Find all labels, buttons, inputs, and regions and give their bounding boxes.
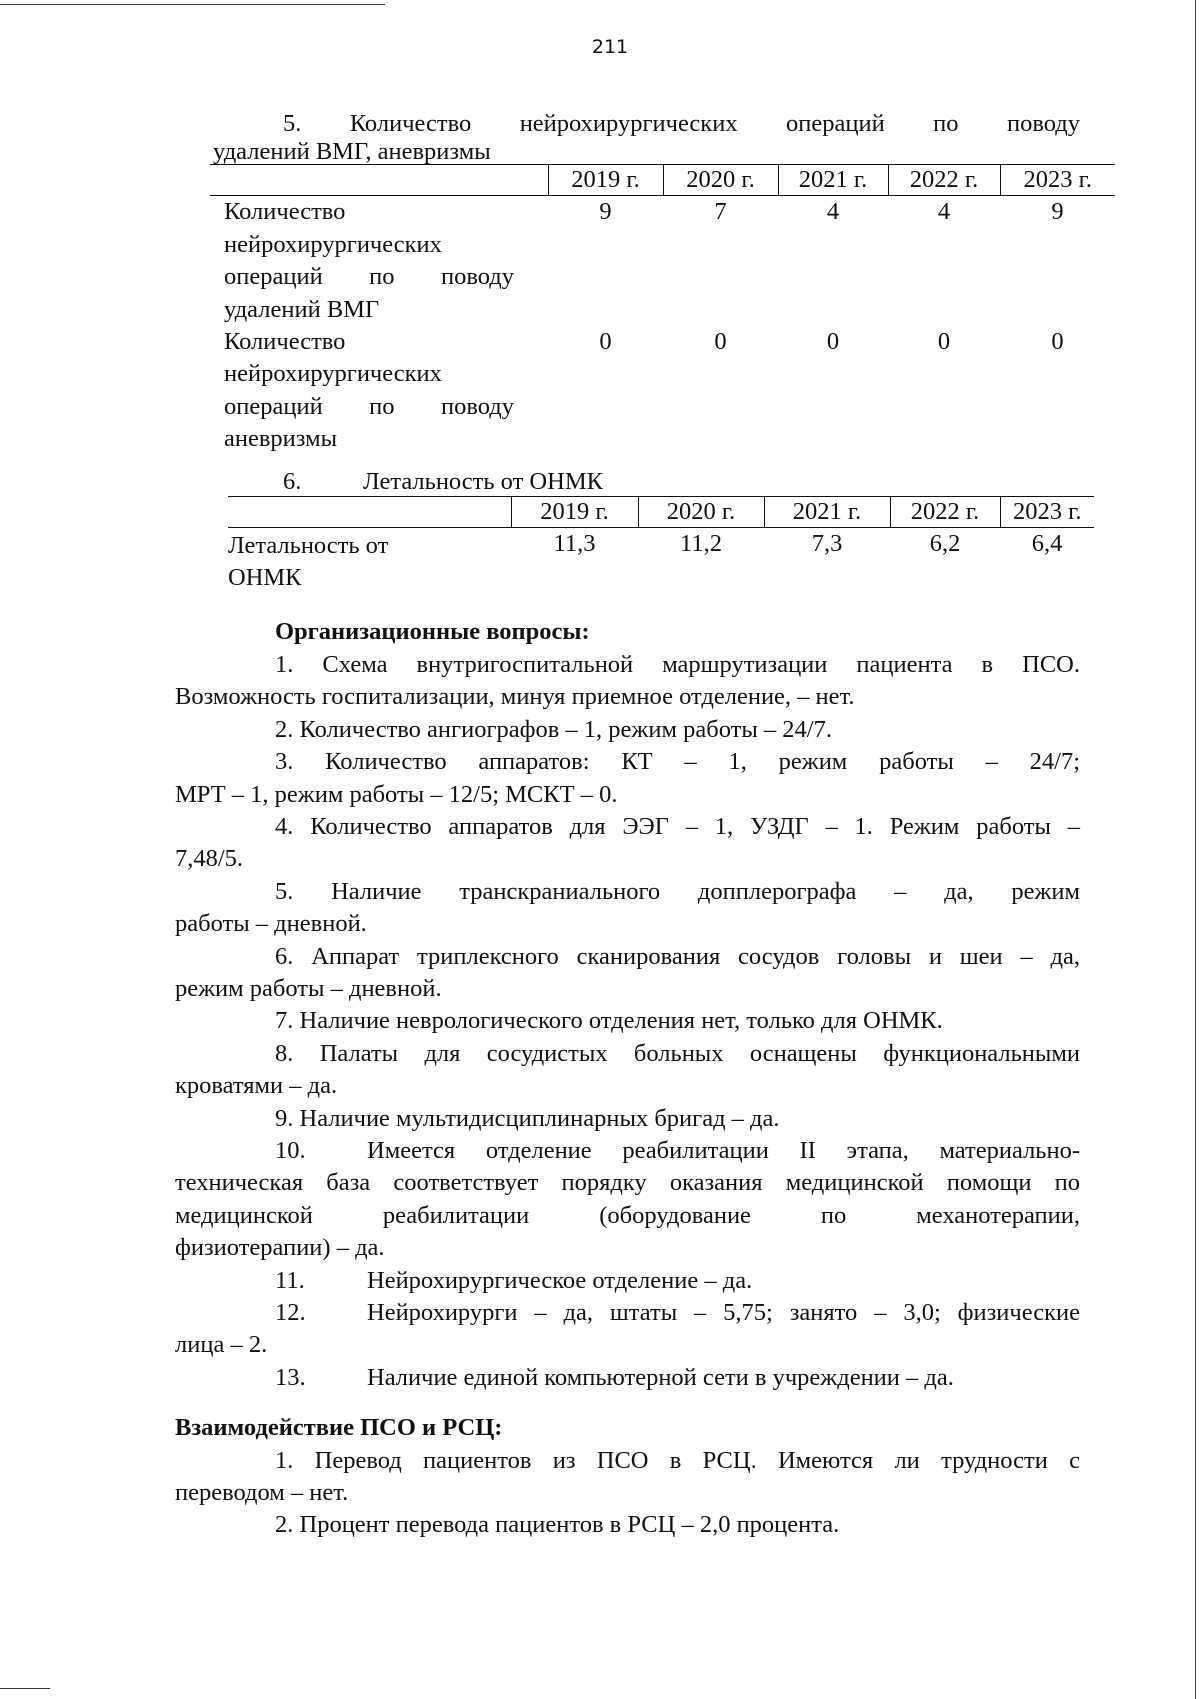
org-item-8: 8. Палаты для сосудистых больных оснащены функциональными — [275, 1039, 1080, 1067]
section-6-number: 6. — [283, 467, 302, 495]
section-5-title-cont: удалений ВМГ, аневризмы — [213, 138, 491, 166]
table-row — [210, 326, 1115, 456]
column-header: 2019 г. — [548, 165, 663, 196]
org-item-12-cont: лица – 2. — [175, 1331, 268, 1359]
org-item-5-cont: работы – дневной. — [175, 910, 367, 938]
column-header: 2023 г. — [1000, 496, 1094, 527]
table-cell: 6,4 — [1031, 529, 1063, 557]
org-item-2: 2. Количество ангиографов – 1, режим работы – 24/7. — [275, 715, 832, 743]
column-header: 2022 г. — [888, 165, 1000, 196]
table-cell: 0 — [937, 328, 951, 356]
scan-edge-right — [1195, 0, 1196, 1699]
org-item-7: 7. Наличие неврологического отделения нет, только для ОНМК. — [275, 1007, 943, 1035]
table-cell: 0 — [826, 328, 840, 356]
row-label: Летальность от ОНМК — [228, 531, 389, 592]
table-header-row — [228, 496, 1094, 527]
org-item-4: 4. Количество аппаратов для ЭЭГ – 1, УЗДГ – 1. Режим работы – — [275, 812, 1080, 840]
section-heading-org: Организационные вопросы: — [275, 618, 590, 646]
table-cell: 11,2 — [680, 529, 722, 557]
org-item-10-cont: медицинской реабилитации (оборудование по механотерапии, — [175, 1201, 1080, 1229]
section-5-title: 5. Количество нейрохирургических операций по поводу — [283, 110, 1080, 137]
table-cell: 7 — [714, 198, 727, 226]
column-header: 2021 г. — [764, 496, 890, 527]
interaction-item-1: 1. Перевод пациентов из ПСО в РСЦ. Имеются ли трудности с — [275, 1446, 1080, 1474]
org-item-9: 9. Наличие мультидисциплинарных бригад – да. — [275, 1104, 780, 1132]
org-item-13: 13. Наличие единой компьютерной сети в учреждении – да. — [275, 1363, 954, 1391]
section-5-number: 5. — [283, 110, 302, 137]
document-body — [175, 108, 1093, 1542]
table-cell: 9 — [1051, 198, 1064, 226]
column-header: 2020 г. — [663, 165, 778, 196]
column-header: 2020 г. — [638, 496, 764, 527]
table-row — [210, 196, 1115, 326]
org-item-10: 10. Имеется отделение реабилитации II этапа, материально- — [275, 1136, 1080, 1164]
org-item-3-cont: МРТ – 1, режим работы – 12/5; МСКТ – 0. — [175, 780, 618, 808]
table-header-row — [210, 165, 1115, 196]
table-cell: 7,3 — [811, 529, 843, 557]
org-item-12: 12. Нейрохирурги – да, штаты – 5,75; занято – 3,0; физические — [275, 1299, 1080, 1326]
row-label: Количество нейрохирургических операций по поводу аневризмы — [224, 328, 514, 453]
section-heading-interaction: Взаимодействие ПСО и РСЦ: — [175, 1414, 503, 1442]
table-neurosurgery — [210, 164, 1115, 455]
interaction-item-1-cont: переводом – нет. — [175, 1479, 349, 1507]
table-cell: 9 — [599, 198, 612, 226]
org-item-10-cont: физиотерапии) – да. — [175, 1234, 385, 1262]
table-cell: 0 — [714, 328, 727, 356]
org-item-10-cont: техническая база соответствует порядку оказания медицинской помощи по — [175, 1169, 1080, 1197]
table-cell: 0 — [599, 328, 612, 356]
row-label: Количество нейрохирургических операций по поводу удалений ВМГ — [224, 198, 514, 323]
table-cell: 4 — [937, 198, 951, 226]
column-header: 2022 г. — [890, 496, 1000, 527]
interaction-item-2: 2. Процент перевода пациентов в РСЦ – 2,0 процента. — [275, 1511, 840, 1539]
page-number: 211 — [591, 36, 629, 58]
org-item-5: 5. Наличие транскраниального допплерографа – да, режим — [275, 877, 1080, 905]
column-header: 2021 г. — [778, 165, 888, 196]
org-item-6-cont: режим работы – дневной. — [175, 974, 442, 1002]
table-cell: 4 — [826, 198, 840, 226]
org-item-6: 6. Аппарат триплексного сканирования сосудов головы и шеи – да, — [275, 942, 1080, 970]
org-item-3: 3. Количество аппаратов: КТ – 1, режим работы – 24/7; — [275, 748, 1080, 776]
scan-edge-top — [0, 4, 385, 5]
org-item-4-cont: 7,48/5. — [175, 845, 244, 873]
column-header: 2019 г. — [511, 496, 638, 527]
section-6-title: 6. Летальность от ОНМК — [283, 467, 603, 495]
org-item-1: 1. Схема внутригоспитальной маршрутизации пациента в ПСО. — [275, 650, 1080, 678]
scan-edge-bottom — [0, 1688, 50, 1689]
org-item-11: 11. Нейрохирургическое отделение – да. — [275, 1266, 753, 1294]
org-item-1-cont: Возможность госпитализации, минуя приемное отделение, – нет. — [175, 683, 855, 711]
org-item-8-cont: кроватями – да. — [175, 1072, 338, 1100]
table-row — [228, 527, 1094, 594]
column-header: 2023 г. — [1000, 165, 1115, 196]
table-cell: 6,2 — [929, 529, 961, 557]
table-mortality — [228, 496, 1094, 595]
table-cell: 11,3 — [553, 529, 596, 557]
table-cell: 0 — [1051, 328, 1064, 356]
